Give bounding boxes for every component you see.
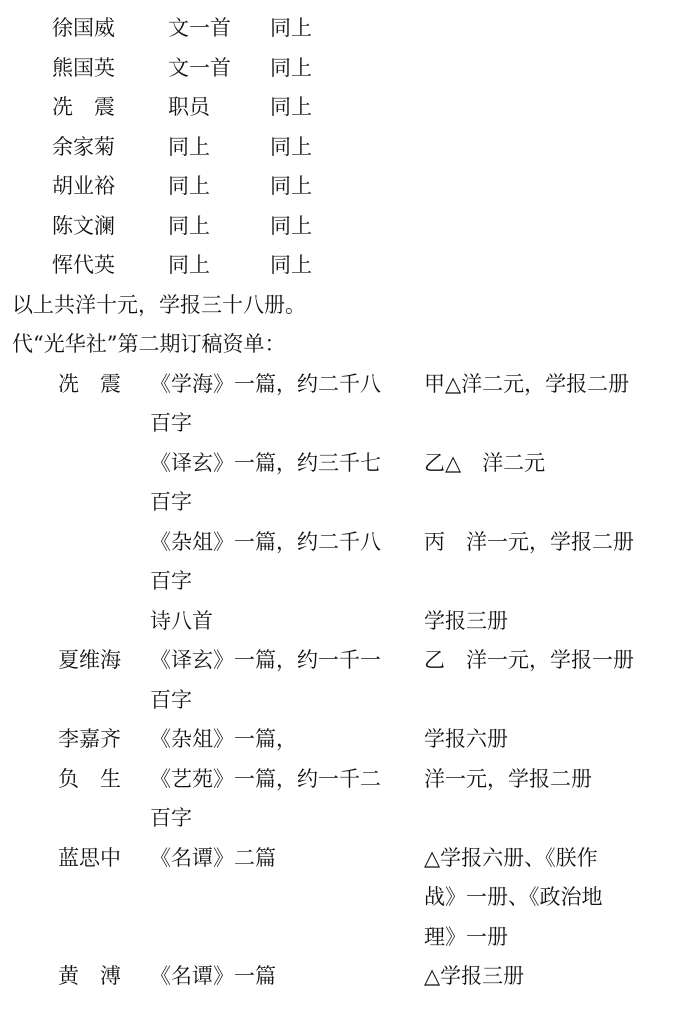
entry-continuation [0, 877, 686, 917]
entry-work: 《名谭》一篇 [150, 964, 276, 988]
entry-row [0, 640, 686, 680]
entry-continuation [0, 482, 686, 522]
entry-row [0, 759, 686, 799]
entry-payment-cont: 战》一册、《政治地 [424, 885, 603, 909]
member-row [0, 8, 686, 48]
member-row [0, 87, 686, 127]
entry-row [0, 364, 686, 404]
entry-payment: 洋一元，学报二册 [424, 767, 592, 791]
entry-row [0, 522, 686, 562]
entry-author: 李嘉齐 [58, 727, 121, 751]
entry-work: 《艺苑》一篇，约一千二 [150, 767, 381, 791]
member-name: 余家菊 [52, 135, 115, 159]
entry-work: 《杂俎》一篇， [150, 727, 297, 751]
entry-payment: △学报六册、《朕作 [424, 846, 598, 870]
entry-work: 《译玄》一篇，约一千一 [150, 648, 381, 672]
member-role: 同上 [168, 174, 210, 198]
member-status: 同上 [270, 95, 312, 119]
summary-line [0, 285, 686, 325]
entry-author: 黄 溥 [58, 964, 121, 988]
member-role: 文一首 [168, 16, 231, 40]
entry-row [0, 838, 686, 878]
member-status: 同上 [270, 135, 312, 159]
entry-continuation [0, 561, 686, 601]
entry-work-cont: 百字 [150, 411, 192, 435]
entry-work: 《译玄》一篇，约三千七 [150, 451, 381, 475]
entry-row [0, 443, 686, 483]
member-name: 徐国威 [52, 16, 115, 40]
member-name: 胡业裕 [52, 174, 115, 198]
entry-author: 负 生 [58, 767, 121, 791]
member-role: 职员 [168, 95, 210, 119]
entry-work: 《名谭》二篇 [150, 846, 276, 870]
member-name: 冼 震 [52, 95, 115, 119]
section-title [0, 324, 686, 364]
member-status: 同上 [270, 16, 312, 40]
entry-work-cont: 百字 [150, 490, 192, 514]
entry-row [0, 601, 686, 641]
entry-work: 《学海》一篇，约二千八 [150, 372, 381, 396]
entry-work: 诗八首 [150, 609, 213, 633]
entry-continuation [0, 917, 686, 957]
entry-payment: 丙 洋一元，学报二册 [424, 530, 634, 554]
entry-payment: 学报六册 [424, 727, 508, 751]
entry-author: 冼 震 [58, 372, 121, 396]
member-row [0, 245, 686, 285]
member-status: 同上 [270, 174, 312, 198]
entry-continuation [0, 798, 686, 838]
member-name: 恽代英 [52, 253, 115, 277]
entry-payment: 甲△洋二元，学报二册 [424, 372, 630, 396]
member-row [0, 206, 686, 246]
entry-author: 夏维海 [58, 648, 121, 672]
entry-payment-cont: 理》一册 [424, 925, 508, 949]
member-name: 陈文澜 [52, 214, 115, 238]
entry-row [0, 956, 686, 996]
entry-author: 蓝思中 [58, 846, 121, 870]
entry-payment: 乙△ 洋二元 [424, 451, 546, 475]
summary-text: 以上共洋十元，学报三十八册。 [12, 293, 306, 317]
member-status: 同上 [270, 214, 312, 238]
entry-continuation [0, 403, 686, 443]
entry-work: 《杂俎》一篇，约二千八 [150, 530, 381, 554]
member-role: 同上 [168, 253, 210, 277]
member-role: 文一首 [168, 56, 231, 80]
member-status: 同上 [270, 56, 312, 80]
entry-row [0, 719, 686, 759]
member-row [0, 166, 686, 206]
member-status: 同上 [270, 253, 312, 277]
entry-work-cont: 百字 [150, 806, 192, 830]
member-role: 同上 [168, 135, 210, 159]
member-role: 同上 [168, 214, 210, 238]
entry-work-cont: 百字 [150, 569, 192, 593]
entry-payment: △学报三册 [424, 964, 525, 988]
entry-payment: 乙 洋一元，学报一册 [424, 648, 634, 672]
entry-continuation [0, 680, 686, 720]
section-title-text: 代“光华社”第二期订稿资单： [12, 332, 286, 356]
entry-payment: 学报三册 [424, 609, 508, 633]
member-row [0, 127, 686, 167]
entry-work-cont: 百字 [150, 688, 192, 712]
member-row [0, 48, 686, 88]
member-name: 熊国英 [52, 56, 115, 80]
